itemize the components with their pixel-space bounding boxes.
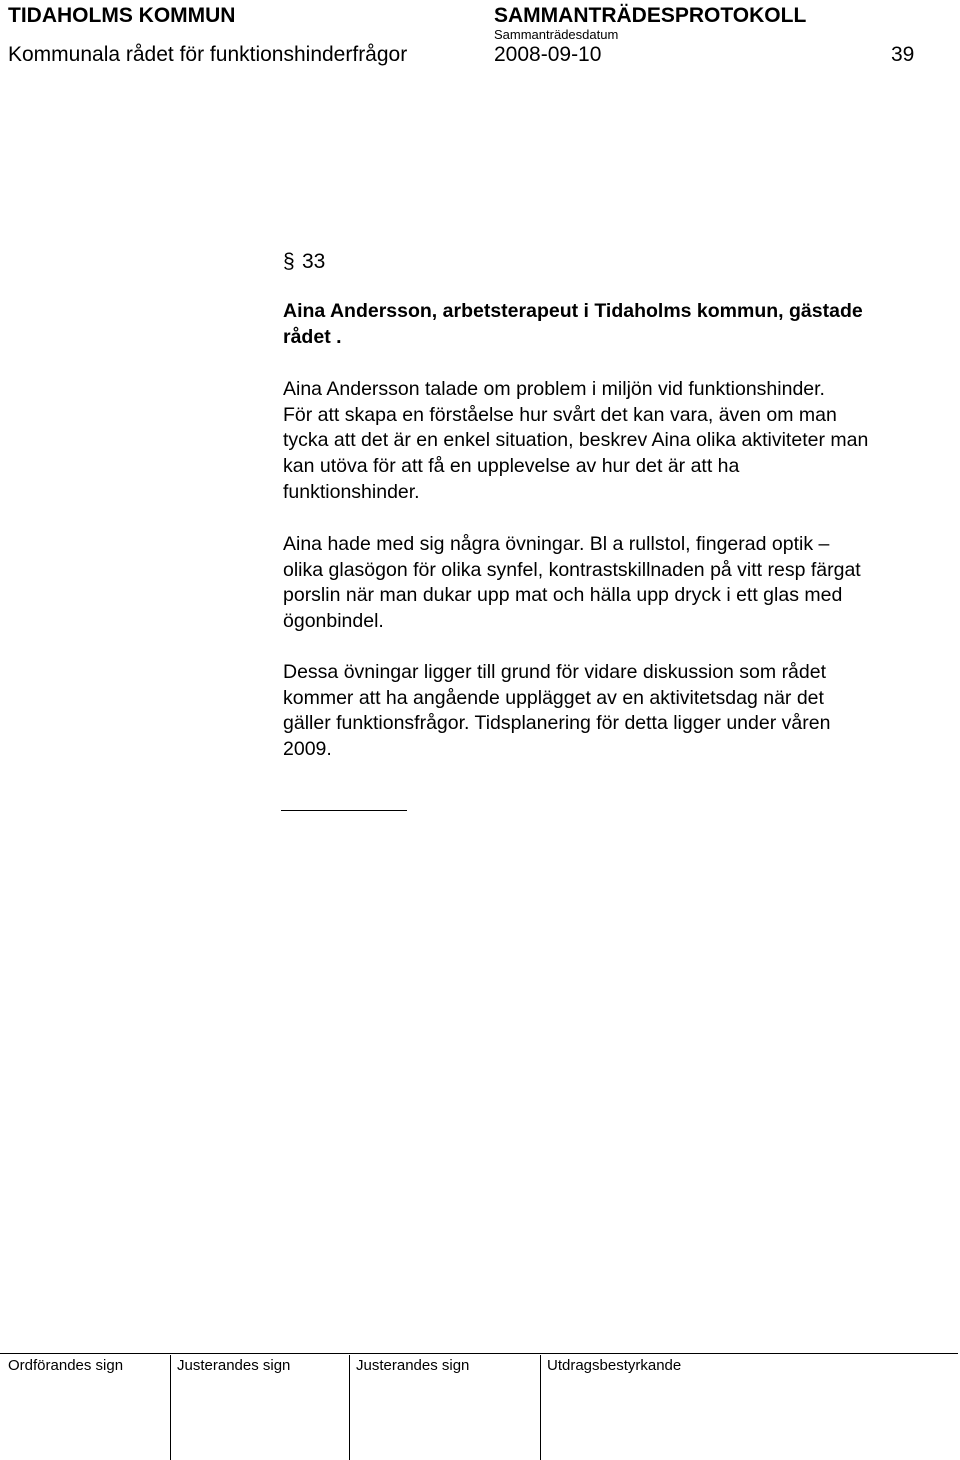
section-title-line: Aina Andersson, arbetsterapeut i Tidaholms kommun, gästade: [283, 300, 863, 322]
meeting-date: 2008-09-10: [494, 43, 602, 66]
organization-name: TIDAHOLMS KOMMUN: [8, 4, 236, 27]
text-line: 2009.: [283, 738, 332, 761]
paragraph-2: [283, 532, 958, 635]
text-line: porslin när man dukar upp mat och hälla upp dryck i ett glas med: [283, 584, 843, 607]
section-title: [283, 299, 958, 350]
page-number: 39: [891, 43, 915, 66]
document-type: SAMMANTRÄDESPROTOKOLL: [494, 4, 807, 27]
text-line: tycka att det är en enkel situation, beskrev Aina olika aktiviteter man: [283, 429, 869, 452]
section-symbol: §: [283, 250, 295, 273]
text-line: kan utöva för att få en upplevelse av hur det är att ha: [283, 455, 740, 478]
paragraph-1: [283, 377, 958, 506]
text-line: För att skapa en förståelse hur svårt det kan vara, även om man: [283, 403, 837, 426]
adjuster-sign-label-2: Justerandes sign: [356, 1357, 470, 1374]
footer-column-divider: [540, 1355, 541, 1460]
text-line: olika glasögon för olika synfel, kontrastskillnaden på vitt resp färgat: [283, 558, 861, 581]
footer-column-divider: [349, 1355, 350, 1460]
text-line: Dessa övningar ligger till grund för vidare diskussion som rådet: [283, 661, 827, 683]
text-line: ögonbindel.: [283, 610, 384, 633]
date-label: Sammanträdesdatum: [494, 27, 619, 42]
section-number: 33: [302, 250, 326, 273]
text-line: funktionshinder.: [283, 480, 420, 503]
text-line: Aina hade med sig några övningar. Bl a rullstol, fingerad optik –: [283, 533, 830, 555]
certification-label: Utdragsbestyrkande: [547, 1357, 682, 1374]
footer-divider: [0, 1353, 958, 1354]
footer-column-divider: [170, 1355, 171, 1460]
adjuster-sign-label-1: Justerandes sign: [177, 1357, 291, 1374]
committee-name: Kommunala rådet för funktionshinderfrågor: [8, 43, 408, 66]
text-line: Aina Andersson talade om problem i miljön vid funktionshinder.: [283, 378, 825, 400]
section-title-line: rådet .: [283, 325, 342, 348]
chair-sign-label: Ordförandes sign: [8, 1357, 124, 1374]
text-line: kommer att ha angående upplägget av en aktivitetsdag när det: [283, 686, 824, 709]
end-rule: [281, 810, 407, 811]
paragraph-3: [283, 660, 958, 763]
text-line: gäller funktionsfrågor. Tidsplanering för detta ligger under våren: [283, 712, 831, 735]
